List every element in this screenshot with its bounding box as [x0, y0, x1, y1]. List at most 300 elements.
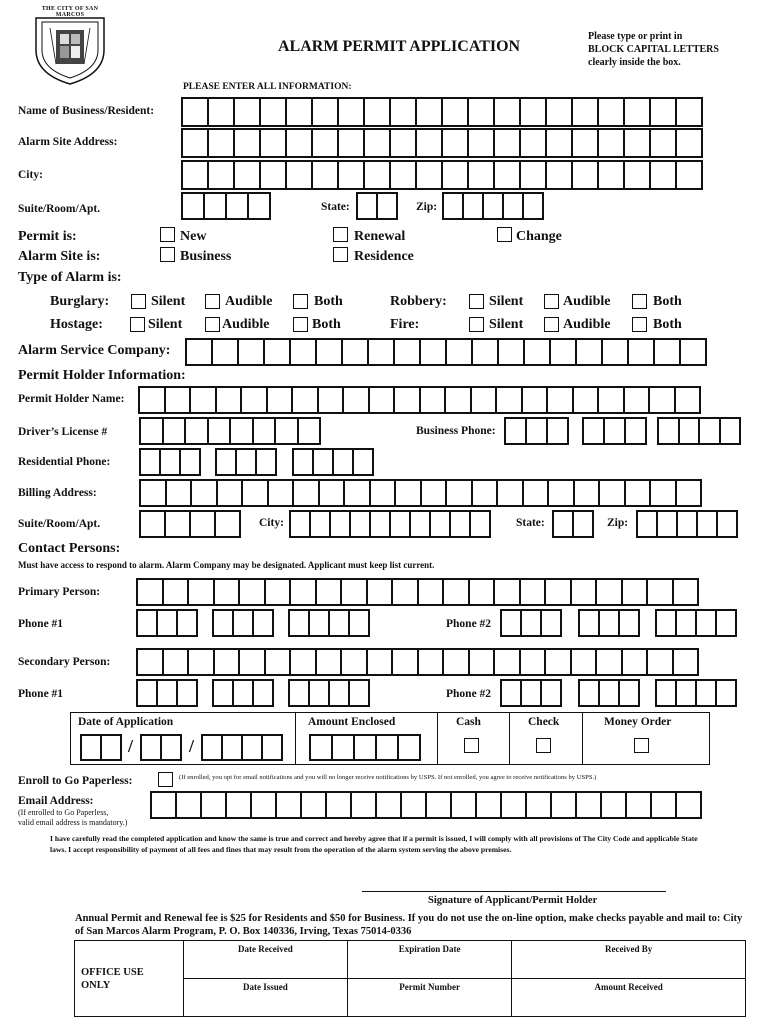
holder-zip-input[interactable] [636, 510, 738, 538]
char-box[interactable] [545, 160, 573, 190]
char-box[interactable] [391, 648, 419, 676]
char-box[interactable] [162, 578, 190, 606]
char-box[interactable] [393, 338, 421, 366]
primary-phone2-line[interactable] [655, 609, 737, 637]
char-box[interactable] [624, 479, 652, 507]
char-box[interactable] [389, 510, 411, 538]
hostage-audible-checkbox[interactable] [205, 317, 220, 332]
char-box[interactable] [207, 417, 232, 445]
char-box[interactable] [425, 791, 452, 819]
char-box[interactable] [315, 648, 343, 676]
char-box[interactable] [429, 510, 451, 538]
char-box[interactable] [274, 417, 299, 445]
char-box[interactable] [275, 791, 302, 819]
char-box[interactable] [160, 734, 182, 761]
char-box[interactable] [181, 160, 209, 190]
char-box[interactable] [603, 417, 626, 445]
cash-checkbox[interactable] [464, 738, 479, 753]
char-box[interactable] [285, 160, 313, 190]
char-box[interactable] [493, 648, 521, 676]
residential-phone-prefix[interactable] [215, 448, 277, 476]
char-box[interactable] [255, 448, 277, 476]
char-box[interactable] [445, 338, 473, 366]
char-box[interactable] [363, 128, 391, 158]
char-box[interactable] [582, 417, 605, 445]
char-box[interactable] [285, 97, 313, 127]
char-box[interactable] [597, 386, 625, 414]
amount-received-cell[interactable] [512, 979, 746, 1017]
char-box[interactable] [623, 386, 651, 414]
char-box[interactable] [328, 609, 350, 637]
char-box[interactable] [259, 160, 287, 190]
char-box[interactable] [289, 510, 311, 538]
char-box[interactable] [598, 609, 620, 637]
char-box[interactable] [595, 578, 623, 606]
char-box[interactable] [597, 128, 625, 158]
char-box[interactable] [203, 192, 227, 220]
char-box[interactable] [522, 479, 550, 507]
char-box[interactable] [179, 448, 201, 476]
secondary-phone2-line[interactable] [655, 679, 737, 707]
char-box[interactable] [232, 679, 254, 707]
char-box[interactable] [349, 510, 371, 538]
char-box[interactable] [601, 338, 629, 366]
date-received-cell[interactable] [183, 941, 347, 979]
char-box[interactable] [572, 386, 600, 414]
primary-phone2-prefix[interactable] [578, 609, 640, 637]
char-box[interactable] [468, 578, 496, 606]
char-box[interactable] [646, 648, 674, 676]
char-box[interactable] [190, 479, 218, 507]
char-box[interactable] [241, 479, 269, 507]
char-box[interactable] [187, 578, 215, 606]
hostage-both-checkbox[interactable] [293, 317, 308, 332]
burglary-silent-checkbox[interactable] [131, 294, 146, 309]
char-box[interactable] [207, 160, 235, 190]
char-box[interactable] [649, 160, 677, 190]
char-box[interactable] [442, 578, 470, 606]
char-box[interactable] [100, 734, 122, 761]
char-box[interactable] [442, 192, 464, 220]
permit-new-checkbox[interactable] [160, 227, 175, 242]
char-box[interactable] [329, 510, 351, 538]
char-box[interactable] [233, 160, 261, 190]
char-box[interactable] [212, 609, 234, 637]
char-box[interactable] [674, 386, 702, 414]
char-box[interactable] [417, 648, 445, 676]
char-box[interactable] [289, 648, 317, 676]
char-box[interactable] [625, 791, 652, 819]
state-input[interactable] [356, 192, 398, 220]
char-box[interactable] [500, 679, 522, 707]
char-box[interactable] [649, 128, 677, 158]
char-box[interactable] [264, 648, 292, 676]
char-box[interactable] [214, 510, 241, 538]
char-box[interactable] [676, 510, 698, 538]
char-box[interactable] [139, 417, 164, 445]
char-box[interactable] [292, 479, 320, 507]
char-box[interactable] [650, 791, 677, 819]
char-box[interactable] [225, 192, 249, 220]
char-box[interactable] [391, 578, 419, 606]
char-box[interactable] [252, 609, 274, 637]
char-box[interactable] [415, 97, 443, 127]
char-box[interactable] [519, 97, 547, 127]
char-box[interactable] [291, 386, 319, 414]
char-box[interactable] [519, 160, 547, 190]
char-box[interactable] [623, 97, 651, 127]
char-box[interactable] [419, 338, 447, 366]
char-box[interactable] [267, 479, 295, 507]
char-box[interactable] [678, 417, 701, 445]
hostage-silent-checkbox[interactable] [130, 317, 145, 332]
char-box[interactable] [315, 338, 343, 366]
char-box[interactable] [675, 791, 702, 819]
char-box[interactable] [216, 479, 244, 507]
char-box[interactable] [211, 338, 239, 366]
char-box[interactable] [394, 479, 422, 507]
char-box[interactable] [522, 192, 544, 220]
char-box[interactable] [575, 791, 602, 819]
char-box[interactable] [546, 386, 574, 414]
char-box[interactable] [136, 648, 164, 676]
secondary-phone1-area[interactable] [136, 679, 198, 707]
char-box[interactable] [442, 648, 470, 676]
char-box[interactable] [353, 734, 377, 761]
service-company-input[interactable] [185, 338, 707, 366]
char-box[interactable] [467, 97, 495, 127]
char-box[interactable] [215, 386, 243, 414]
char-box[interactable] [235, 448, 257, 476]
char-box[interactable] [462, 192, 484, 220]
char-box[interactable] [363, 97, 391, 127]
char-box[interactable] [572, 510, 594, 538]
char-box[interactable] [496, 479, 524, 507]
name-input[interactable] [181, 97, 703, 127]
char-box[interactable] [348, 609, 370, 637]
char-box[interactable] [136, 578, 164, 606]
char-box[interactable] [695, 679, 717, 707]
char-box[interactable] [675, 479, 703, 507]
char-box[interactable] [415, 160, 443, 190]
permit-change-checkbox[interactable] [497, 227, 512, 242]
char-box[interactable] [695, 609, 717, 637]
char-box[interactable] [225, 791, 252, 819]
holder-name-input[interactable] [138, 386, 701, 414]
char-box[interactable] [672, 578, 700, 606]
char-box[interactable] [675, 609, 697, 637]
char-box[interactable] [648, 386, 676, 414]
char-box[interactable] [311, 97, 339, 127]
char-box[interactable] [520, 609, 542, 637]
char-box[interactable] [571, 160, 599, 190]
char-box[interactable] [623, 128, 651, 158]
robbery-both-checkbox[interactable] [632, 294, 647, 309]
char-box[interactable] [232, 609, 254, 637]
char-box[interactable] [237, 338, 265, 366]
char-box[interactable] [165, 479, 193, 507]
char-box[interactable] [520, 679, 542, 707]
char-box[interactable] [159, 448, 181, 476]
char-box[interactable] [397, 734, 421, 761]
char-box[interactable] [493, 97, 521, 127]
city-input[interactable] [181, 160, 703, 190]
secondary-phone1-prefix[interactable] [212, 679, 274, 707]
char-box[interactable] [467, 160, 495, 190]
amount-enclosed-input[interactable] [309, 734, 421, 761]
char-box[interactable] [475, 791, 502, 819]
char-box[interactable] [215, 448, 237, 476]
char-box[interactable] [672, 648, 700, 676]
char-box[interactable] [350, 791, 377, 819]
char-box[interactable] [549, 338, 577, 366]
char-box[interactable] [696, 510, 718, 538]
char-box[interactable] [185, 338, 213, 366]
char-box[interactable] [238, 578, 266, 606]
char-box[interactable] [675, 97, 703, 127]
primary-person-input[interactable] [136, 578, 699, 606]
char-box[interactable] [342, 386, 370, 414]
char-box[interactable] [340, 578, 368, 606]
char-box[interactable] [376, 192, 398, 220]
char-box[interactable] [139, 510, 166, 538]
secondary-phone2-area[interactable] [500, 679, 562, 707]
permit-number-cell[interactable] [347, 979, 511, 1017]
business-phone-prefix[interactable] [582, 417, 647, 445]
char-box[interactable] [213, 648, 241, 676]
char-box[interactable] [493, 160, 521, 190]
char-box[interactable] [627, 338, 655, 366]
char-box[interactable] [540, 609, 562, 637]
char-box[interactable] [337, 128, 365, 158]
business-phone-line[interactable] [657, 417, 741, 445]
char-box[interactable] [469, 510, 491, 538]
char-box[interactable] [450, 791, 477, 819]
char-box[interactable] [597, 160, 625, 190]
char-box[interactable] [415, 128, 443, 158]
primary-phone1-line[interactable] [288, 609, 370, 637]
char-box[interactable] [233, 128, 261, 158]
char-box[interactable] [352, 448, 374, 476]
char-box[interactable] [449, 510, 471, 538]
char-box[interactable] [375, 734, 399, 761]
char-box[interactable] [467, 128, 495, 158]
char-box[interactable] [289, 338, 317, 366]
char-box[interactable] [292, 448, 314, 476]
char-box[interactable] [675, 679, 697, 707]
char-box[interactable] [636, 510, 658, 538]
char-box[interactable] [624, 417, 647, 445]
char-box[interactable] [136, 609, 158, 637]
char-box[interactable] [675, 128, 703, 158]
char-box[interactable] [550, 791, 577, 819]
char-box[interactable] [175, 791, 202, 819]
char-box[interactable] [240, 386, 268, 414]
char-box[interactable] [300, 791, 327, 819]
char-box[interactable] [657, 417, 680, 445]
char-box[interactable] [311, 160, 339, 190]
char-box[interactable] [420, 479, 448, 507]
char-box[interactable] [656, 510, 678, 538]
char-box[interactable] [212, 679, 234, 707]
char-box[interactable] [500, 609, 522, 637]
char-box[interactable] [162, 648, 190, 676]
paperless-checkbox[interactable] [158, 772, 173, 787]
char-box[interactable] [156, 609, 178, 637]
holder-state-input[interactable] [552, 510, 594, 538]
char-box[interactable] [315, 578, 343, 606]
secondary-phone1-line[interactable] [288, 679, 370, 707]
char-box[interactable] [138, 386, 166, 414]
char-box[interactable] [393, 386, 421, 414]
char-box[interactable] [201, 734, 223, 761]
char-box[interactable] [363, 160, 391, 190]
char-box[interactable] [136, 679, 158, 707]
char-box[interactable] [309, 734, 333, 761]
char-box[interactable] [655, 679, 677, 707]
char-box[interactable] [341, 338, 369, 366]
char-box[interactable] [468, 648, 496, 676]
char-box[interactable] [184, 417, 209, 445]
char-box[interactable] [500, 791, 527, 819]
char-box[interactable] [504, 417, 527, 445]
char-box[interactable] [719, 417, 742, 445]
char-box[interactable] [521, 386, 549, 414]
char-box[interactable] [367, 338, 395, 366]
char-box[interactable] [80, 734, 102, 761]
primary-phone2-area[interactable] [500, 609, 562, 637]
char-box[interactable] [441, 97, 469, 127]
char-box[interactable] [369, 510, 391, 538]
fire-silent-checkbox[interactable] [469, 317, 484, 332]
burglary-audible-checkbox[interactable] [205, 294, 220, 309]
char-box[interactable] [571, 128, 599, 158]
char-box[interactable] [340, 648, 368, 676]
char-box[interactable] [259, 97, 287, 127]
char-box[interactable] [288, 609, 310, 637]
drivers-license-input[interactable] [139, 417, 321, 445]
char-box[interactable] [493, 578, 521, 606]
char-box[interactable] [389, 160, 417, 190]
expiration-cell[interactable] [347, 941, 511, 979]
char-box[interactable] [368, 386, 396, 414]
char-box[interactable] [715, 679, 737, 707]
char-box[interactable] [164, 510, 191, 538]
char-box[interactable] [578, 679, 600, 707]
char-box[interactable] [546, 417, 569, 445]
char-box[interactable] [189, 386, 217, 414]
char-box[interactable] [540, 679, 562, 707]
date-issued-cell[interactable] [183, 979, 347, 1017]
char-box[interactable] [331, 734, 355, 761]
char-box[interactable] [578, 609, 600, 637]
char-box[interactable] [337, 97, 365, 127]
char-box[interactable] [233, 97, 261, 127]
char-box[interactable] [309, 510, 331, 538]
char-box[interactable] [150, 791, 177, 819]
char-box[interactable] [444, 386, 472, 414]
char-box[interactable] [221, 734, 243, 761]
char-box[interactable] [317, 386, 345, 414]
char-box[interactable] [308, 609, 330, 637]
site-business-checkbox[interactable] [160, 247, 175, 262]
char-box[interactable] [715, 609, 737, 637]
char-box[interactable] [525, 791, 552, 819]
char-box[interactable] [419, 386, 447, 414]
char-box[interactable] [649, 479, 677, 507]
char-box[interactable] [570, 578, 598, 606]
robbery-audible-checkbox[interactable] [544, 294, 559, 309]
char-box[interactable] [312, 448, 334, 476]
char-box[interactable] [285, 128, 313, 158]
char-box[interactable] [308, 679, 330, 707]
char-box[interactable] [493, 128, 521, 158]
holder-city-input[interactable] [289, 510, 491, 538]
char-box[interactable] [523, 338, 551, 366]
email-input[interactable] [150, 791, 702, 819]
signature-line[interactable] [362, 891, 666, 892]
char-box[interactable] [679, 338, 707, 366]
char-box[interactable] [519, 578, 547, 606]
char-box[interactable] [140, 734, 162, 761]
char-box[interactable] [297, 417, 322, 445]
char-box[interactable] [181, 128, 209, 158]
char-box[interactable] [241, 734, 263, 761]
char-box[interactable] [389, 97, 417, 127]
char-box[interactable] [598, 679, 620, 707]
char-box[interactable] [471, 338, 499, 366]
billing-address-input[interactable] [139, 479, 702, 507]
char-box[interactable] [366, 648, 394, 676]
char-box[interactable] [229, 417, 254, 445]
char-box[interactable] [176, 609, 198, 637]
date-year-input[interactable] [201, 734, 283, 761]
fire-both-checkbox[interactable] [632, 317, 647, 332]
char-box[interactable] [417, 578, 445, 606]
char-box[interactable] [252, 679, 274, 707]
permit-renewal-checkbox[interactable] [333, 227, 348, 242]
fire-audible-checkbox[interactable] [544, 317, 559, 332]
char-box[interactable] [332, 448, 354, 476]
char-box[interactable] [375, 791, 402, 819]
primary-phone1-prefix[interactable] [212, 609, 274, 637]
char-box[interactable] [570, 648, 598, 676]
robbery-silent-checkbox[interactable] [469, 294, 484, 309]
suite-input[interactable] [181, 192, 271, 220]
char-box[interactable] [698, 417, 721, 445]
char-box[interactable] [571, 97, 599, 127]
zip-input[interactable] [442, 192, 544, 220]
secondary-person-input[interactable] [136, 648, 699, 676]
char-box[interactable] [187, 648, 215, 676]
char-box[interactable] [337, 160, 365, 190]
char-box[interactable] [156, 679, 178, 707]
char-box[interactable] [213, 578, 241, 606]
residential-phone-line[interactable] [292, 448, 374, 476]
char-box[interactable] [325, 791, 352, 819]
char-box[interactable] [495, 386, 523, 414]
char-box[interactable] [470, 386, 498, 414]
char-box[interactable] [618, 679, 640, 707]
burglary-both-checkbox[interactable] [293, 294, 308, 309]
char-box[interactable] [238, 648, 266, 676]
char-box[interactable] [519, 648, 547, 676]
primary-phone1-area[interactable] [136, 609, 198, 637]
char-box[interactable] [597, 97, 625, 127]
char-box[interactable] [266, 386, 294, 414]
char-box[interactable] [482, 192, 504, 220]
char-box[interactable] [621, 648, 649, 676]
